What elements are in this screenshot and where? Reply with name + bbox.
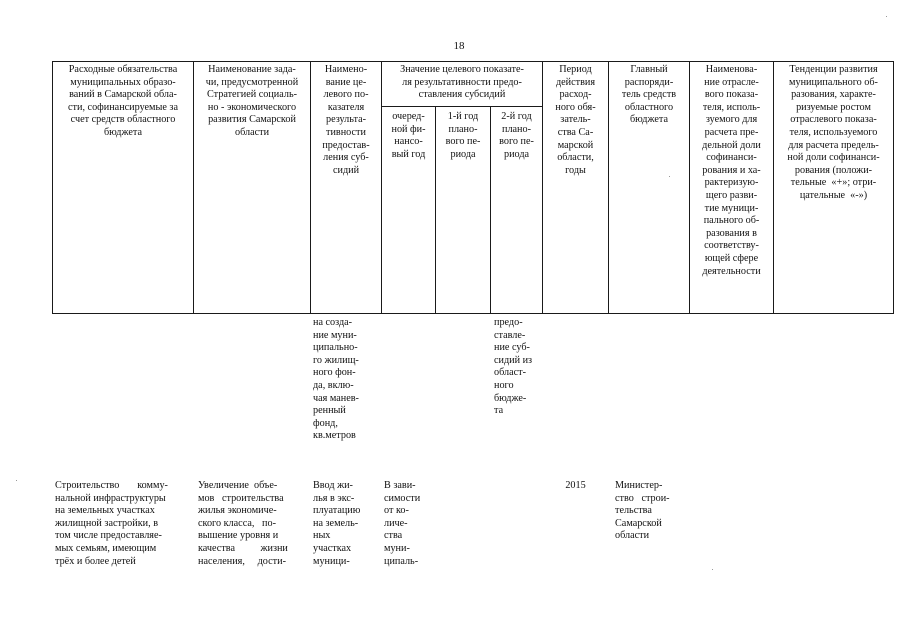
header-chief-administrator: Главный распоряди- тель средств областного бюджета [621,64,677,126]
scan-speck [669,176,670,177]
row-obligation-period: 2015 [565,480,586,491]
continuation-target-indicator: на созда- ние муни- ципально- го жилищ- ного фон- да, вклю- чая манев- ренный фонд, кв.метров [313,317,359,442]
row-next-year-value: В зави- симости от ко- личе- ства муни- ципаль- [384,480,421,567]
table-bottom-border [52,313,893,314]
subheader-divider [381,106,542,107]
scan-speck [712,569,713,570]
scan-speck [886,16,887,17]
header-indicator-value-group: Значение целевого показате- ля результативности предо- ставления субсидий [400,64,524,101]
col-divider [893,61,894,314]
col-divider [193,61,194,314]
header-target-indicator: Наимено- вание це- левого по- казателя результа- тивности предостав- ления суб- сидий [322,64,370,176]
row-expense-obligation: Строительство комму- нальной инфраструктуры на земельных участках жилищной застройки, в том числе предоставляе- мых семьям, имеющим трёх и более детей [55,480,168,567]
header-first-planning-year: 1-й год плано- вого пе- риода [445,111,481,160]
page-number: 18 [453,40,465,52]
header-next-fiscal-year: очеред- ной фи- нансо- вый год [391,111,426,160]
table-top-border [52,61,893,62]
header-sector-indicator: Наименова- ние отрасле- вого показа- теля, исполь- зуемого для расчета пре- дельной доли софинанси- рования и ха- рактеризую- щего разви- тие муници- пального об- разования в соответству- ющей сфере деятельности [702,64,761,277]
header-expense-obligations: Расходные обязательства муниципальных образо- ваний в Самарской обла- сти, софинансируемые за счет средств областного бюджета [68,64,178,138]
row-task-description: Увеличение объе- мов строительства жилья экономиче- ского класса, по- вышение уровня и качества жизни населения, дости- [198,480,288,567]
continuation-second-planning-year: предо- ставле- ние суб- сидий из област- ного бюдже- та [494,317,533,417]
header-development-trends: Тенденции развития муниципального об- разования, характе- ризуемые ростом отраслевого показа- теля, используемого для расчета предель- ной доли софинанси- рования (положи- тельные «+»; отри- цательные «-») [787,64,880,201]
scan-speck [16,480,17,481]
header-second-planning-year: 2-й год плано- вого пе- риода [499,111,534,160]
row-chief-administrator: Министер- ство строи- тельства Самарской области [615,480,670,542]
col-divider [52,61,53,314]
row-target-indicator: Ввод жи- лья в экс- плуатацию на земель- ных участках муници- [313,480,361,567]
header-obligation-period: Период действия расход- ного обя- затель- ства Са- марской области, годы [555,64,596,176]
header-task-name: Наименование зада- чи, предусмотренной Стратегией социаль- но - экономического развития Самарской области [205,64,299,138]
